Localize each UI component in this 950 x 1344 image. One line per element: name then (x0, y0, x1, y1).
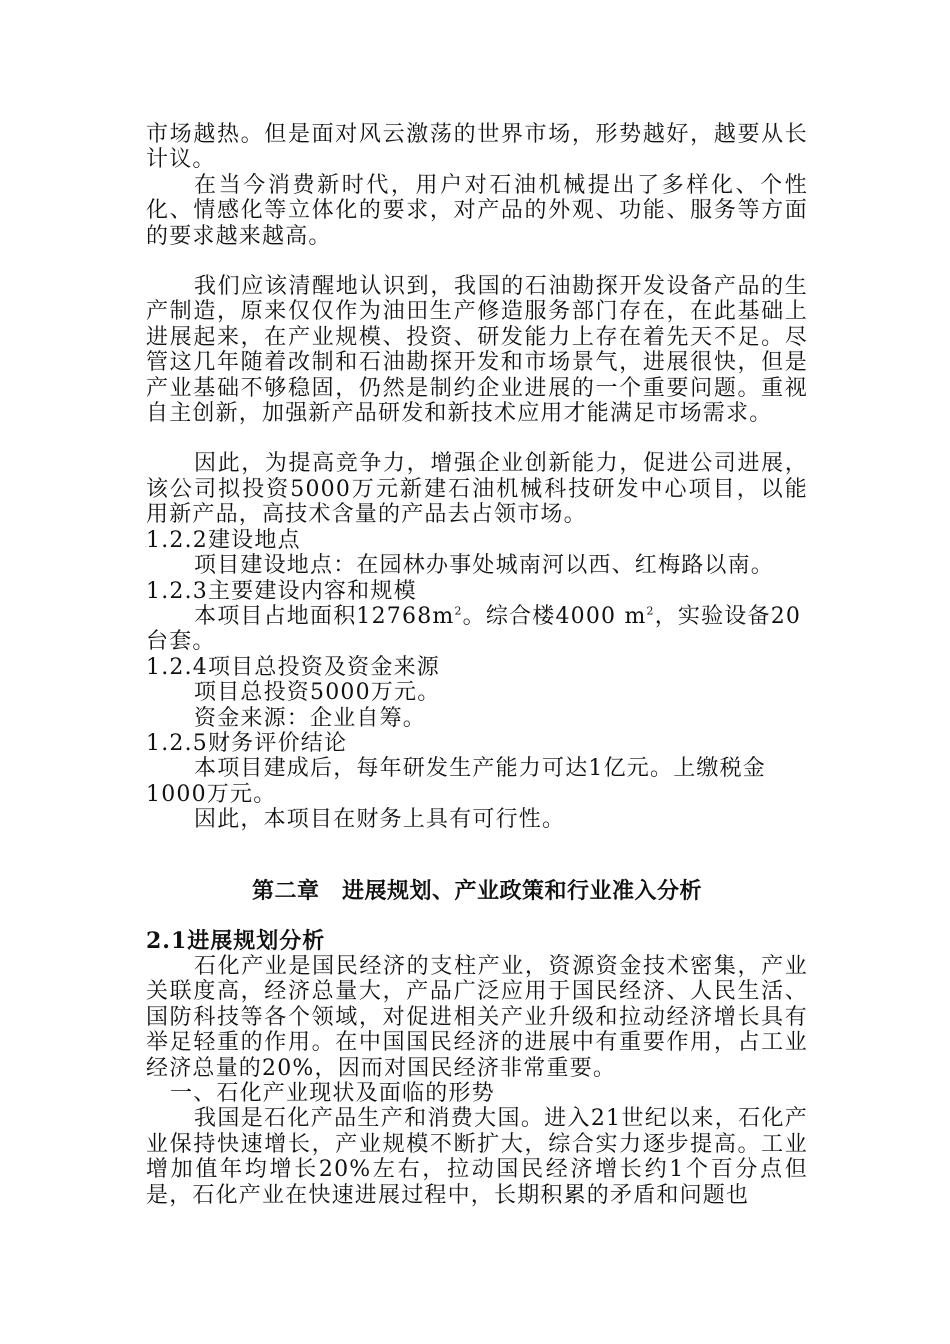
spacer (146, 249, 808, 274)
paragraph-investment-plan: 因此，为提高竞争力，增强企业创新能力，促进公司进展，该公司拟投资5000万元新建石油机械科技研发中心项目，以能用新产品，高技术含量的产品去占领市场。 (146, 451, 808, 528)
section-1-2-2-text: 项目建设地点：在园林办事处城南河以西、红梅路以南。 (194, 553, 775, 579)
paragraph-market-outlook: 市场越热。但是面对风云激荡的世界市场，形势越好，越要从长计议。 (146, 122, 808, 173)
section-1-2-5-conclusion: 因此，本项目在财务上具有可行性。 (194, 807, 566, 833)
building-text: 。综合楼4000 m (462, 603, 647, 629)
paragraph-petrochemical-pillar: 石化产业是国民经济的支柱产业，资源资金技术密集，产业关联度高，经济总量大，产品广泛应用于国民经济、人民生活、国防科技等各个领域，对促进相关产业升级和拉动经济增长具有举足轻重的作用。在中国国民经济的进展中有重要作用，占工业经济总量的20%，因而对国民经济非常重要。 (146, 953, 808, 1081)
paragraph-consumer-demand: 在当今消费新时代，用户对石油机械提出了多样化、个性化、情感化等立体化的要求，对产品的外观、功能、服务等方面的要求越来越高。 (146, 172, 808, 249)
spacer (146, 426, 808, 451)
area-unit-superscript: 2 (454, 604, 463, 618)
section-1-2-2-heading: 1.2.2建设地点 (146, 527, 301, 553)
document-page (146, 122, 808, 1208)
equipment-text: ，实验设备20台套。 (146, 603, 802, 655)
paragraph-petrochemical-status: 我国是石化产品生产和消费大国。进入21世纪以来，石化产业保持快速增长，产业规模不断扩大，综合实力逐步提高。工业增加值年均增长20%左右，拉动国民经济增长约1个百分点但是，石化产业在快速进展过程中，长期积累的矛盾和问题也 (146, 1106, 808, 1208)
section-1-2-4-heading: 1.2.4项目总投资及资金来源 (146, 654, 440, 680)
section-1-2-3-heading: 1.2.3主要建设内容和规模 (146, 578, 417, 604)
section-1-2-4-investment: 项目总投资5000万元。 (194, 680, 441, 706)
chapter-title: 第二章 进展规划、产业政策和行业准入分析 (251, 878, 702, 904)
spacer (146, 833, 808, 877)
item-1-heading: 一、石化产业现状及面临的形势 (170, 1081, 495, 1106)
section-1-2-4-funding: 资金来源：企业自筹。 (194, 705, 427, 731)
section-2-1-heading: 2.1进展规划分析 (146, 927, 326, 954)
paragraph-industry-weakness: 我们应该清醒地认识到，我国的石油勘探开发设备产品的生产制造，原来仅仅作为油田生产修造服务部门存在，在此基础上进展起来，在产业规模、投资、研发能力上存在着先天不足。尽管这几年随着改制和石油勘探开发和市场景气，进展很快，但是产业基础不够稳固，仍然是制约企业进展的一个重要问题。重视自主创新，加强新产品研发和新技术应用才能满足市场需求。 (146, 274, 808, 427)
area-text: 本项目占地面积12768m (194, 603, 455, 629)
section-1-2-5-heading: 1.2.5财务评价结论 (146, 730, 348, 756)
section-1-2-5-capacity: 本项目建成后，每年研发生产能力可达1亿元。上缴税金1000万元。 (146, 756, 766, 807)
spacer (146, 907, 808, 929)
building-unit-superscript: 2 (646, 604, 655, 618)
section-1-2-3-text (146, 604, 808, 655)
